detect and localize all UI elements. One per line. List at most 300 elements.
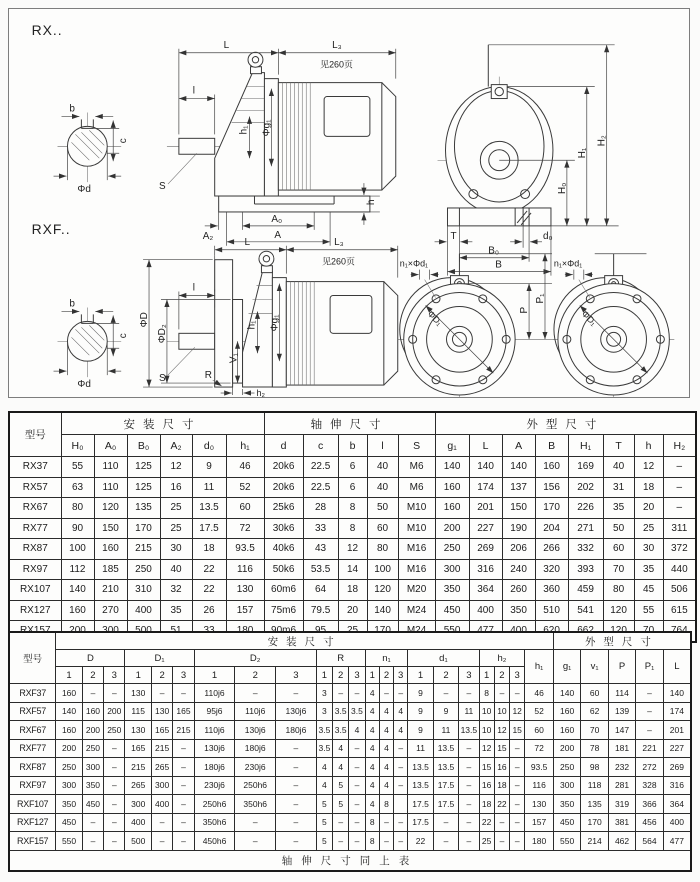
value-cell: 118	[581, 776, 608, 795]
rxf-flange-view-2	[553, 254, 674, 397]
sub-col-header: 2	[333, 667, 349, 684]
value-cell: 160	[56, 721, 82, 740]
value-cell: –	[151, 684, 172, 703]
value-cell: 226	[568, 498, 603, 519]
value-cell: 90	[61, 518, 94, 539]
sub-col-header: 2	[494, 667, 509, 684]
value-cell: M16	[398, 559, 435, 580]
value-cell: –	[333, 832, 349, 851]
value-cell: 110	[94, 457, 127, 478]
value-cell: 64	[303, 580, 338, 601]
col-header: P₁	[636, 650, 663, 684]
value-cell: 80	[603, 580, 634, 601]
technical-drawing	[9, 9, 689, 397]
value-cell: –	[510, 795, 525, 814]
value-cell: 300	[82, 758, 103, 777]
value-cell: 25	[479, 832, 494, 851]
value-cell: 300	[125, 795, 151, 814]
col-header: H₂	[663, 435, 696, 457]
sub-col-header: 3	[349, 667, 365, 684]
value-cell: 316	[663, 776, 691, 795]
model-cell: RXF77	[9, 739, 56, 758]
value-cell: 6	[338, 477, 367, 498]
value-cell: 350	[553, 795, 580, 814]
value-cell: –	[82, 832, 103, 851]
value-cell: 5	[333, 795, 349, 814]
value-cell: 160	[94, 539, 127, 560]
value-cell: 200	[435, 518, 469, 539]
model-cell: RXF107	[9, 795, 56, 814]
value-cell: 20	[338, 600, 367, 621]
value-cell: –	[459, 684, 479, 703]
dim-label-phi-D1-b: ΦD₁	[579, 308, 599, 328]
value-cell: 160	[61, 600, 94, 621]
value-cell: –	[433, 684, 458, 703]
value-cell: 450	[553, 813, 580, 832]
table-row	[9, 684, 691, 703]
value-cell: 13.5	[408, 758, 433, 777]
value-cell: –	[379, 832, 393, 851]
value-cell: 215	[151, 739, 172, 758]
value-cell: 52	[226, 477, 264, 498]
value-cell: 550	[553, 832, 580, 851]
value-cell: 160	[553, 721, 580, 740]
value-cell: 93.5	[226, 539, 264, 560]
dim-label-d0: d₀	[543, 230, 553, 242]
value-cell: 35	[160, 600, 192, 621]
value-cell: 160	[553, 702, 580, 721]
value-cell: –	[663, 477, 696, 498]
value-cell: –	[104, 776, 125, 795]
sub-col-header: 3	[173, 667, 194, 684]
value-cell: 400	[663, 813, 691, 832]
value-cell: 456	[636, 813, 663, 832]
table-row	[9, 795, 691, 814]
value-cell: 328	[636, 776, 663, 795]
dim-label-P1: P₁	[535, 293, 547, 304]
sub-col-header: 3	[276, 667, 317, 684]
dim-label-l: l	[192, 85, 196, 97]
value-cell: 140	[469, 457, 502, 478]
col-header: A₂	[160, 435, 192, 457]
value-cell: –	[349, 776, 365, 795]
model-cell: RX57	[9, 477, 61, 498]
value-cell: –	[510, 684, 525, 703]
value-cell: M10	[398, 498, 435, 519]
sub-col-header: 1	[194, 667, 235, 684]
value-cell: 381	[608, 813, 635, 832]
value-cell: 250	[82, 739, 103, 758]
value-cell: 125	[127, 457, 160, 478]
value-cell: 18	[479, 795, 494, 814]
model-cell: RXF57	[9, 702, 56, 721]
dim-label-l2: l	[192, 282, 196, 294]
value-cell: 180j6	[235, 739, 276, 758]
value-cell: 13.5	[433, 739, 458, 758]
dim-label-phi-D: ΦD	[139, 312, 151, 328]
value-cell: 130	[125, 684, 151, 703]
value-cell: 510	[535, 600, 568, 621]
rx-dimension-table	[8, 411, 697, 643]
value-cell: 120	[603, 600, 634, 621]
value-cell: 250	[553, 758, 580, 777]
value-cell: 28	[303, 498, 338, 519]
value-cell: 615	[663, 600, 696, 621]
table2-group-header-row	[9, 632, 691, 650]
value-cell: 12	[479, 739, 494, 758]
dim-label-phi-g1: Φg₁	[261, 119, 273, 137]
value-cell: 46	[226, 457, 264, 478]
value-cell: –	[276, 813, 317, 832]
value-cell: 400	[469, 600, 502, 621]
value-cell: 8	[365, 832, 379, 851]
value-cell: 110j6	[235, 702, 276, 721]
value-cell: M16	[398, 539, 435, 560]
value-cell: –	[104, 739, 125, 758]
value-cell: 266	[535, 539, 568, 560]
value-cell: 70	[603, 559, 634, 580]
value-cell: 165	[173, 702, 194, 721]
table-row	[9, 457, 696, 478]
rxf-flange-view-1	[398, 254, 555, 397]
value-cell: 60	[367, 518, 398, 539]
value-cell: 137	[502, 477, 535, 498]
table-row	[9, 539, 696, 560]
value-cell: 4	[333, 739, 349, 758]
value-cell: 272	[636, 758, 663, 777]
dim-label-A2: A₂	[202, 230, 214, 242]
sub-col-header: 1	[316, 667, 332, 684]
col-header: P	[608, 650, 635, 684]
value-cell: 230j6	[194, 776, 235, 795]
value-cell: 15	[479, 758, 494, 777]
value-cell: 541	[568, 600, 603, 621]
value-cell: 30	[160, 539, 192, 560]
value-cell: 400	[125, 813, 151, 832]
value-cell: M24	[398, 600, 435, 621]
value-cell: 53.5	[303, 559, 338, 580]
value-cell: 140	[56, 702, 82, 721]
value-cell: 10	[494, 702, 509, 721]
value-cell: 350	[435, 580, 469, 601]
value-cell: M6	[398, 477, 435, 498]
col-header: d	[264, 435, 303, 457]
value-cell: 201	[663, 721, 691, 740]
value-cell: 62	[581, 702, 608, 721]
table-row	[9, 518, 696, 539]
value-cell: 364	[663, 795, 691, 814]
table1-body	[9, 457, 696, 642]
table-row	[9, 776, 691, 795]
value-cell: 170	[535, 498, 568, 519]
value-cell: 79.5	[303, 600, 338, 621]
value-cell: 400	[127, 600, 160, 621]
value-cell: 350	[502, 600, 535, 621]
value-cell: 221	[636, 739, 663, 758]
dim-label-h1: h₁	[238, 125, 250, 135]
value-cell: 4	[365, 739, 379, 758]
value-cell: 9	[408, 721, 433, 740]
value-cell: 100	[367, 559, 398, 580]
value-cell: 4	[394, 721, 408, 740]
rx-view	[32, 22, 619, 276]
sub-col-header: 2	[379, 667, 393, 684]
value-cell: 22	[479, 813, 494, 832]
value-cell: –	[379, 684, 393, 703]
table1-column-header-row	[9, 435, 696, 457]
value-cell: 200	[82, 721, 103, 740]
table-row	[9, 813, 691, 832]
value-cell: 40	[160, 559, 192, 580]
value-cell: 320	[535, 559, 568, 580]
value-cell: 16	[494, 758, 509, 777]
rxf-side-view	[139, 237, 398, 397]
table-row	[9, 739, 691, 758]
table1-shaft-group-header: 轴伸尺寸	[264, 412, 435, 435]
value-cell: 3	[316, 702, 332, 721]
value-cell: 311	[663, 518, 696, 539]
value-cell: 116	[525, 776, 554, 795]
value-cell: 4	[365, 776, 379, 795]
col-header: L	[469, 435, 502, 457]
value-cell: 260	[502, 580, 535, 601]
value-cell: –	[276, 684, 317, 703]
value-cell: –	[276, 832, 317, 851]
value-cell: 11	[192, 477, 226, 498]
value-cell: 12	[338, 539, 367, 560]
col-header: A	[502, 435, 535, 457]
value-cell: 112	[61, 559, 94, 580]
table1-install-group-header: 安装尺寸	[61, 412, 264, 435]
col-header: H₀	[61, 435, 94, 457]
table-row	[9, 559, 696, 580]
value-cell: 4	[316, 776, 332, 795]
value-cell: 22	[192, 580, 226, 601]
dim-label-S2: S	[158, 373, 166, 385]
value-cell: 11	[408, 739, 433, 758]
dim-label-L32: L₃	[334, 236, 344, 248]
table2-footer-note: 轴伸尺寸同上表	[9, 850, 691, 871]
value-cell: 120	[94, 498, 127, 519]
sub-col-header: 1	[125, 667, 151, 684]
value-cell: 18	[192, 539, 226, 560]
dim-label-L3: L₃	[332, 39, 342, 51]
value-cell: –	[349, 758, 365, 777]
value-cell: 100	[61, 539, 94, 560]
model-cell: RX127	[9, 600, 61, 621]
value-cell: 319	[608, 795, 635, 814]
value-cell: 11	[433, 721, 458, 740]
value-cell: –	[636, 702, 663, 721]
value-cell: 139	[608, 702, 635, 721]
table-row	[9, 758, 691, 777]
col-header: g₁	[435, 435, 469, 457]
value-cell: 3.5	[333, 721, 349, 740]
see-page-note-2: 见260页	[322, 256, 355, 267]
value-cell: 250h6	[235, 776, 276, 795]
value-cell: 6	[338, 457, 367, 478]
value-cell: 72	[525, 739, 554, 758]
value-cell: 3.5	[333, 702, 349, 721]
value-cell: 72	[226, 518, 264, 539]
value-cell: –	[394, 813, 408, 832]
col-group-header: D₂	[194, 650, 316, 667]
value-cell: 110	[94, 477, 127, 498]
value-cell: 160	[82, 702, 103, 721]
value-cell: 25	[160, 498, 192, 519]
value-cell: –	[459, 758, 479, 777]
value-cell: –	[173, 739, 194, 758]
rxf-view	[32, 221, 675, 397]
value-cell: 17.5	[408, 813, 433, 832]
table2-outline-group-header: 外型尺寸	[553, 632, 691, 650]
value-cell: 150	[94, 518, 127, 539]
value-cell: 25	[160, 518, 192, 539]
value-cell: 130j6	[276, 702, 317, 721]
value-cell: 8	[365, 813, 379, 832]
value-cell: 13.5	[408, 776, 433, 795]
sub-col-header: 3	[104, 667, 125, 684]
value-cell: 20k6	[264, 477, 303, 498]
value-cell: 75m6	[264, 600, 303, 621]
sub-col-header: 3	[459, 667, 479, 684]
value-cell: 4	[365, 702, 379, 721]
value-cell: 8	[379, 795, 393, 814]
value-cell: –	[349, 813, 365, 832]
value-cell: 15	[510, 721, 525, 740]
value-cell: 350h6	[194, 813, 235, 832]
value-cell: 450	[82, 795, 103, 814]
value-cell: –	[510, 813, 525, 832]
value-cell: 43	[303, 539, 338, 560]
model-cell: RX67	[9, 498, 61, 519]
value-cell: 80	[367, 539, 398, 560]
dim-label-R: R	[204, 370, 212, 382]
value-cell: 4	[365, 758, 379, 777]
value-cell: 45	[634, 580, 663, 601]
value-cell: 269	[663, 758, 691, 777]
value-cell: 55	[634, 600, 663, 621]
model-cell: RXF37	[9, 684, 56, 703]
dim-label-H1: H₁	[576, 147, 588, 159]
value-cell: 3.5	[316, 739, 332, 758]
value-cell: 14	[338, 559, 367, 580]
value-cell: 450	[435, 600, 469, 621]
value-cell: M6	[398, 457, 435, 478]
value-cell: 185	[94, 559, 127, 580]
value-cell: 22.5	[303, 457, 338, 478]
dim-label-h1-2: h₁	[246, 320, 258, 330]
model-cell: RX77	[9, 518, 61, 539]
value-cell: 60	[581, 684, 608, 703]
dim-label-phi-D2: ΦD₂	[156, 324, 168, 344]
value-cell: –	[276, 758, 317, 777]
col-header: B₀	[127, 435, 160, 457]
value-cell: 120	[367, 580, 398, 601]
value-cell: 232	[608, 758, 635, 777]
sub-col-header: 1	[408, 667, 433, 684]
value-cell: 250	[435, 539, 469, 560]
value-cell: 170	[581, 813, 608, 832]
col-header: b	[338, 435, 367, 457]
value-cell: –	[433, 813, 458, 832]
col-header: L	[663, 650, 691, 684]
value-cell: –	[459, 739, 479, 758]
value-cell: –	[636, 684, 663, 703]
value-cell: 18	[634, 477, 663, 498]
model-cell: RX37	[9, 457, 61, 478]
value-cell: 462	[608, 832, 635, 851]
value-cell: 22	[408, 832, 433, 851]
value-cell: 332	[568, 539, 603, 560]
table-row	[9, 721, 691, 740]
value-cell: 10	[479, 721, 494, 740]
col-group-header: d₁	[408, 650, 479, 667]
sub-col-header: 2	[235, 667, 276, 684]
value-cell: 20k6	[264, 457, 303, 478]
value-cell: –	[173, 758, 194, 777]
dim-label-phi-d: Φd	[77, 184, 91, 196]
value-cell: 12	[494, 721, 509, 740]
value-cell: 25	[634, 518, 663, 539]
table1-outline-group-header: 外型尺寸	[435, 412, 696, 435]
value-cell: 204	[535, 518, 568, 539]
value-cell: 16	[479, 776, 494, 795]
value-cell: 13.5	[459, 721, 479, 740]
value-cell: 140	[502, 457, 535, 478]
value-cell: –	[333, 813, 349, 832]
value-cell: –	[510, 739, 525, 758]
value-cell: 165	[125, 739, 151, 758]
value-cell: –	[459, 832, 479, 851]
value-cell: –	[349, 684, 365, 703]
value-cell: –	[235, 813, 276, 832]
value-cell: 4	[394, 702, 408, 721]
value-cell: 3	[316, 684, 332, 703]
value-cell: 477	[663, 832, 691, 851]
value-cell: 506	[663, 580, 696, 601]
model-cell: RXF67	[9, 721, 56, 740]
value-cell: 9	[433, 702, 458, 721]
value-cell: 95j6	[194, 702, 235, 721]
col-group-header: D	[56, 650, 125, 667]
value-cell: 4	[379, 776, 393, 795]
value-cell: 31	[603, 477, 634, 498]
value-cell: 25k6	[264, 498, 303, 519]
value-cell: 180j6	[194, 758, 235, 777]
dim-label-T: T	[450, 230, 457, 242]
sub-col-header: 2	[433, 667, 458, 684]
value-cell: 50	[367, 498, 398, 519]
value-cell: 60	[226, 498, 264, 519]
see-page-note: 见260页	[320, 59, 353, 70]
value-cell: 180	[525, 832, 554, 851]
value-cell: 459	[568, 580, 603, 601]
rx-title: RX..	[31, 21, 63, 38]
value-cell: –	[394, 832, 408, 851]
value-cell: 30	[634, 539, 663, 560]
value-cell: 125	[127, 477, 160, 498]
value-cell: 46	[525, 684, 554, 703]
value-cell: –	[494, 684, 509, 703]
value-cell: 300	[435, 559, 469, 580]
value-cell: 8	[338, 498, 367, 519]
value-cell: 17.5	[192, 518, 226, 539]
value-cell: –	[173, 813, 194, 832]
value-cell: 140	[367, 600, 398, 621]
value-cell: –	[173, 832, 194, 851]
value-cell: 269	[469, 539, 502, 560]
